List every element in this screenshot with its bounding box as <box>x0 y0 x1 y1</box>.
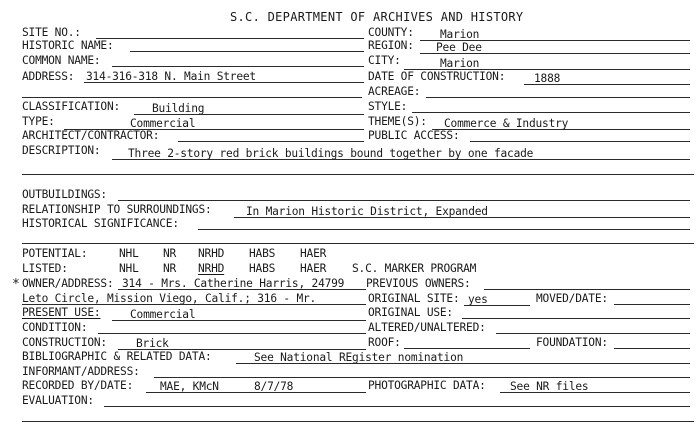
original-site-line <box>464 305 530 306</box>
architect-line <box>178 141 364 142</box>
owner-address-line-2 <box>22 304 366 305</box>
roof-label: ROOF: <box>368 336 401 349</box>
date-of-construction-line <box>524 84 690 85</box>
photographic-data-line <box>500 392 690 393</box>
photographic-data-label: PHOTOGRAPHIC DATA: <box>368 379 486 392</box>
altered-unaltered-label: ALTERED/UNALTERED: <box>368 321 486 334</box>
foundation-label: FOUNDATION: <box>536 336 608 349</box>
present-use-line <box>112 320 366 321</box>
common-name-label: COMMON NAME: <box>22 54 101 67</box>
owner-address-value-2: Leto Circle, Mission Viego, Calif.; 316 - Mr. <box>22 292 317 305</box>
listed-nhl: NHL <box>119 262 139 275</box>
county-value: Marion <box>440 28 480 41</box>
acreage-label: ACREAGE: <box>368 85 421 98</box>
type-value: Commercial <box>130 117 196 130</box>
evaluation-label: EVALUATION: <box>22 394 94 407</box>
owner-address-value: 314 - Mrs. Catherine Harris, 24799 <box>122 277 345 290</box>
site-no-line <box>96 38 364 39</box>
construction-value: Brick <box>136 337 169 350</box>
original-use-label: ORIGINAL USE: <box>368 306 453 319</box>
original-site-value: yes <box>468 293 488 306</box>
potential-habs: HABS <box>249 247 276 260</box>
relationship-label: RELATIONSHIP TO SURROUNDINGS: <box>22 203 212 216</box>
theme-value: Commerce & Industry <box>444 117 569 130</box>
potential-nr: NR <box>163 247 177 260</box>
site-no-label: SITE NO.: <box>22 26 81 39</box>
asterisk-mark: * <box>12 277 20 292</box>
historical-significance-label: HISTORICAL SIGNIFICANCE: <box>22 217 179 230</box>
photographic-data-value: See NR files <box>510 380 589 393</box>
original-use-line <box>462 318 690 319</box>
condition-line <box>98 333 366 334</box>
form-title: S.C. DEPARTMENT OF ARCHIVES AND HISTORY <box>230 10 524 24</box>
region-label: REGION: <box>368 39 414 52</box>
owner-address-line <box>118 289 366 290</box>
listed-haer: HAER <box>300 262 327 275</box>
bibliographic-line <box>236 363 690 364</box>
informant-line <box>154 377 690 378</box>
city-label: CITY: <box>368 54 401 67</box>
marker-program-label: S.C. MARKER PROGRAM <box>352 262 477 275</box>
architect-label: ARCHITECT/CONTRACTOR: <box>22 129 160 142</box>
city-value: Marion <box>440 57 480 70</box>
historic-name-line <box>130 51 364 52</box>
acreage-line <box>426 97 690 98</box>
common-name-line <box>112 66 364 67</box>
evaluation-line-2 <box>22 421 694 422</box>
public-access-line <box>470 141 690 142</box>
moved-date-label: MOVED/DATE: <box>536 292 608 305</box>
bibliographic-label: BIBLIOGRAPHIC & RELATED DATA: <box>22 350 212 363</box>
recorded-by-label: RECORDED BY/DATE: <box>22 379 134 392</box>
significance-line-2 <box>22 243 694 244</box>
owner-address-label: OWNER/ADDRESS: <box>22 277 114 290</box>
listed-nr: NR <box>163 262 177 275</box>
style-label: STYLE: <box>368 100 408 113</box>
date-of-construction-label: DATE OF CONSTRUCTION: <box>368 70 506 83</box>
relationship-line <box>234 217 690 218</box>
condition-label: CONDITION: <box>22 321 88 334</box>
address-line <box>84 82 364 83</box>
foundation-line <box>614 348 690 349</box>
listed-nrhd: NRHD <box>198 262 225 275</box>
description-line <box>112 159 690 160</box>
present-use-label: PRESENT USE: <box>22 306 101 319</box>
recorded-by-line <box>146 392 366 393</box>
left-separator-1 <box>22 97 362 98</box>
region-line <box>420 53 690 54</box>
potential-label: POTENTIAL: <box>22 247 88 260</box>
classification-line <box>134 114 364 115</box>
classification-label: CLASSIFICATION: <box>22 100 121 113</box>
construction-label: CONSTRUCTION: <box>22 336 107 349</box>
roof-line <box>404 348 530 349</box>
historical-significance-line <box>198 229 690 230</box>
outbuildings-label: OUTBUILDINGS: <box>22 188 107 201</box>
previous-owners-line <box>484 289 690 290</box>
recorded-by-value: MAE, KMcN <box>160 380 219 393</box>
outbuildings-line <box>118 200 690 201</box>
county-label: COUNTY: <box>368 26 414 39</box>
relationship-value: In Marion Historic District, Expanded <box>246 205 488 218</box>
potential-nhl: NHL <box>119 247 139 260</box>
altered-unaltered-line <box>496 333 690 334</box>
date-of-construction-value: 1888 <box>534 72 561 85</box>
address-label: ADDRESS: <box>22 70 75 83</box>
type-label: TYPE: <box>22 115 55 128</box>
bibliographic-value: See National REgister nomination <box>254 351 464 364</box>
theme-line <box>432 129 690 130</box>
description-value: Three 2-story red brick buildings bound together by one facade <box>128 147 534 160</box>
listed-habs: HABS <box>249 262 276 275</box>
address-value: 314-316-318 N. Main Street <box>86 70 256 83</box>
description-line-2 <box>22 174 694 175</box>
informant-label: INFORMANT/ADDRESS: <box>22 365 140 378</box>
classification-value: Building <box>152 102 205 115</box>
historic-name-label: HISTORIC NAME: <box>22 39 114 52</box>
description-label: DESCRIPTION: <box>22 144 101 157</box>
moved-date-line <box>614 304 690 305</box>
listed-label: LISTED: <box>22 262 68 275</box>
potential-haer: HAER <box>300 247 327 260</box>
potential-nrhd: NRHD <box>198 247 225 260</box>
original-site-label: ORIGINAL SITE: <box>368 292 460 305</box>
style-line <box>412 112 690 113</box>
public-access-label: PUBLIC ACCESS: <box>368 129 460 142</box>
evaluation-line <box>104 406 690 407</box>
previous-owners-label: PREVIOUS OWNERS: <box>366 277 471 290</box>
theme-label: THEME(S): <box>368 115 427 128</box>
present-use-value: Commercial <box>130 308 196 321</box>
region-value: Pee Dee <box>436 41 482 54</box>
recorded-date-value: 8/7/78 <box>254 380 294 393</box>
